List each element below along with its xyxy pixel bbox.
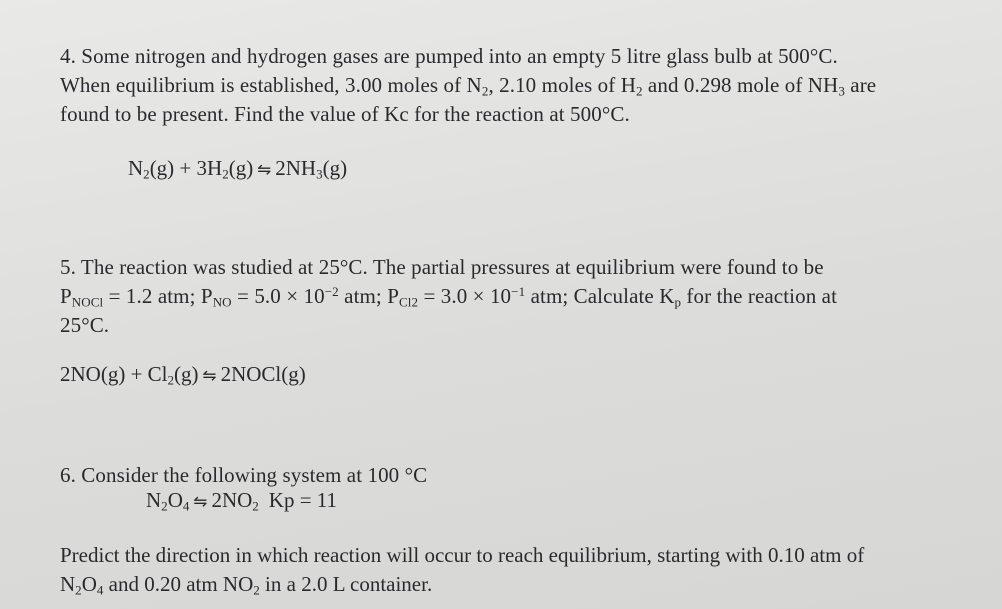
question-4-line-1: 4. Some nitrogen and hydrogen gases are pumped into an empty 5 litre glass bulb at 500°C.: [60, 44, 838, 68]
question-6-equation: $N_2O_4$ ⇋ $2NO_2$ Kp = 11: [146, 488, 338, 514]
question-6-prompt: [60, 541, 980, 599]
question-6-line-1: 6. Consider the following system at 100 °C: [60, 463, 428, 487]
equilibrium-arrow-icon: ⇋: [202, 365, 217, 385]
question-5: [60, 253, 960, 340]
question-4-line-3: found to be present. Find the value of Kc for the reaction at 500°C.: [60, 102, 630, 126]
question-4-line-2: When equilibrium is established, 3.00 moles of $N_2$, 2.10 moles of $H_2$ and 0.298 mole of $NH_3$ are: [60, 73, 877, 99]
question-5-line-1: 5. The reaction was studied at 25°C. The partial pressures at equilibrium were found to be: [60, 255, 824, 279]
question-4: [60, 42, 960, 129]
question-5-equation: $2NO(g) + Cl_2(g)$ ⇋ 2NOCl(g): [60, 362, 306, 388]
question-6-prompt-line-1: Predict the direction in which reaction will occur to reach equilibrium, starting with 0.10 atm of: [60, 543, 865, 567]
equilibrium-arrow-icon: ⇋: [193, 491, 208, 511]
question-5-line-3: 25°C.: [60, 313, 110, 337]
question-5-line-2: $P_{NOCl} = 1.2$ atm; $P_{NO} = 5.0 \times 10^{-2}$ atm; $P_{Cl2} = 3.0 \times 10^{-1}$ atm; Calculate $K_p$ for the reaction at: [60, 283, 837, 310]
question-6-prompt-line-2: $N_2O_4$ and 0.20 atm $NO_2$ in a 2.0 L container.: [60, 572, 433, 598]
equilibrium-arrow-icon: ⇋: [257, 159, 272, 179]
question-4-equation: $N_2(g) + 3H_2(g)$ ⇋ $2NH_3(g)$: [128, 156, 348, 182]
question-6: [60, 461, 960, 490]
kp-value: Kp = 11: [268, 488, 338, 512]
